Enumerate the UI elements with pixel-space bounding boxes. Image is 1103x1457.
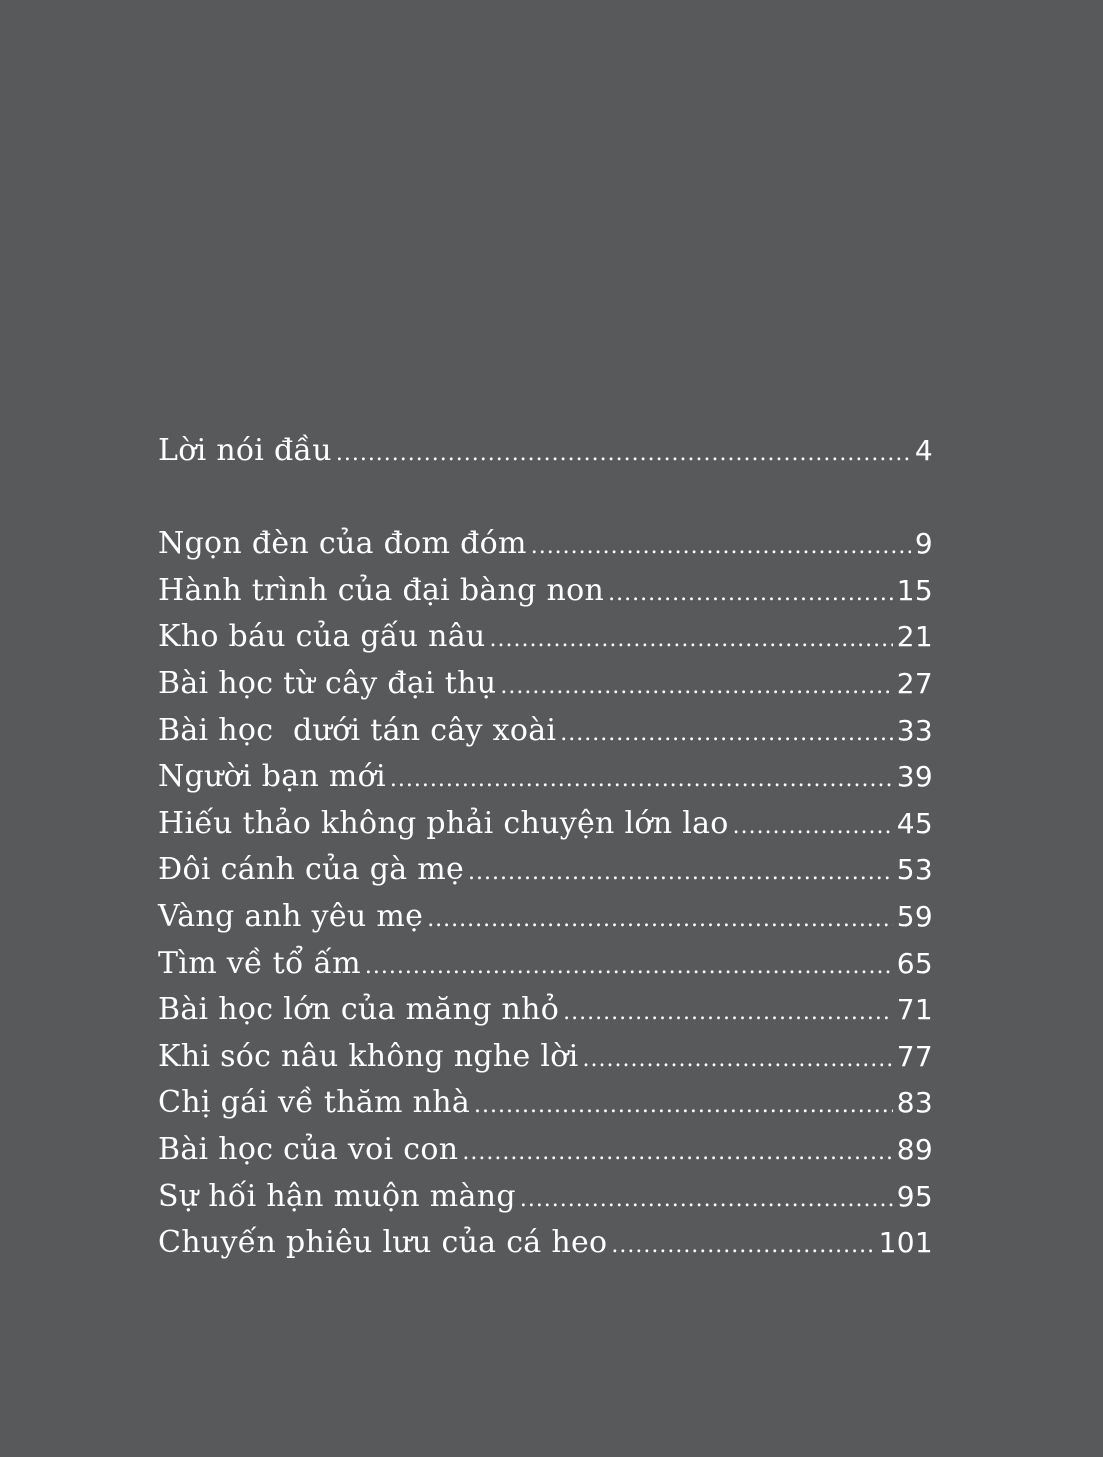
toc-entry-page: 53 bbox=[896, 853, 933, 887]
toc-entry-page: 4 bbox=[914, 434, 933, 467]
toc-entry-title: Bài học từ cây đại thụ bbox=[158, 665, 497, 701]
toc-entry-title: Ngọn đèn của đom đóm bbox=[158, 526, 527, 562]
toc-entry bbox=[158, 614, 933, 661]
toc-entry bbox=[158, 1034, 933, 1081]
toc-entry bbox=[158, 894, 933, 941]
toc-dot-leader bbox=[365, 944, 893, 991]
toc-dot-leader bbox=[336, 431, 911, 478]
toc-dot-leader bbox=[563, 990, 893, 1037]
toc-entry-title: Vàng anh yêu mẹ bbox=[158, 898, 424, 934]
toc-entry-title: Hành trình của đại bàng non bbox=[158, 572, 605, 608]
toc-entry-page: 15 bbox=[896, 573, 933, 607]
toc-entry-page: 45 bbox=[896, 806, 933, 840]
toc-entry bbox=[158, 708, 933, 755]
toc-entry-title: Tìm về tổ ấm bbox=[158, 945, 361, 981]
toc-entry-page: 77 bbox=[896, 1039, 933, 1073]
toc-dot-leader bbox=[390, 757, 893, 804]
toc-dot-leader bbox=[583, 1037, 893, 1084]
toc-entry bbox=[158, 1080, 933, 1127]
toc-dot-leader bbox=[474, 1083, 893, 1130]
toc-entry-title: Đôi cánh của gà mẹ bbox=[158, 852, 465, 888]
toc-entry-title: Khi sóc nâu không nghe lời bbox=[158, 1038, 579, 1074]
toc-entry-title: Bài học của voi con bbox=[158, 1131, 459, 1167]
toc-entry bbox=[158, 801, 933, 848]
toc-dot-leader bbox=[733, 804, 893, 851]
toc-entry bbox=[158, 754, 933, 801]
toc-dot-leader bbox=[531, 524, 911, 571]
toc-entry bbox=[158, 941, 933, 988]
toc-entry-title: Chuyến phiêu lưu của cá heo bbox=[158, 1225, 608, 1261]
toc-entry-title: Bài học lớn của măng nhỏ bbox=[158, 992, 560, 1028]
toc-dot-leader bbox=[611, 1223, 874, 1270]
toc-entry-preface bbox=[158, 428, 933, 475]
toc-entry-page: 71 bbox=[896, 993, 933, 1027]
toc-entry-title: Hiếu thảo không phải chuyện lớn lao bbox=[158, 805, 729, 841]
toc-entry-page: 33 bbox=[896, 713, 933, 747]
toc-entry-title: Người bạn mới bbox=[158, 759, 386, 795]
toc-entry bbox=[158, 847, 933, 894]
toc-dot-leader bbox=[468, 850, 893, 897]
toc-entry-page: 9 bbox=[914, 527, 933, 561]
toc-entry-title: Kho báu của gấu nâu bbox=[158, 619, 486, 655]
toc-dot-leader bbox=[608, 571, 893, 618]
toc-entry-page: 95 bbox=[896, 1179, 933, 1213]
toc-entry bbox=[158, 1174, 933, 1221]
table-of-contents bbox=[158, 428, 933, 1267]
toc-entry-page: 101 bbox=[878, 1226, 933, 1260]
toc-entry-page: 65 bbox=[896, 946, 933, 980]
toc-entry-page: 83 bbox=[896, 1086, 933, 1120]
toc-entry bbox=[158, 521, 933, 568]
toc-entry-title: Chị gái về thăm nhà bbox=[158, 1085, 471, 1121]
toc-dot-leader bbox=[462, 1130, 892, 1177]
toc-entry-page: 39 bbox=[896, 760, 933, 794]
toc-entry bbox=[158, 568, 933, 615]
toc-entry-page: 59 bbox=[896, 899, 933, 933]
toc-dot-leader bbox=[427, 897, 893, 944]
toc-entry-page: 27 bbox=[896, 666, 933, 700]
toc-dot-leader bbox=[520, 1177, 893, 1224]
toc-dot-leader bbox=[560, 711, 892, 758]
toc-entry bbox=[158, 1127, 933, 1174]
toc-entry bbox=[158, 661, 933, 708]
toc-entry-title: Sự hối hận muộn màng bbox=[158, 1178, 516, 1214]
toc-dot-leader bbox=[490, 617, 893, 664]
toc-dot-leader bbox=[500, 664, 892, 711]
toc-entry bbox=[158, 1220, 933, 1267]
toc-entry-page: 89 bbox=[896, 1132, 933, 1166]
toc-entry-page: 21 bbox=[896, 620, 933, 654]
toc-entry bbox=[158, 987, 933, 1034]
toc-entry-title: Bài học dưới tán cây xoài bbox=[158, 712, 557, 748]
toc-entry-title: Lời nói đầu bbox=[158, 433, 332, 468]
